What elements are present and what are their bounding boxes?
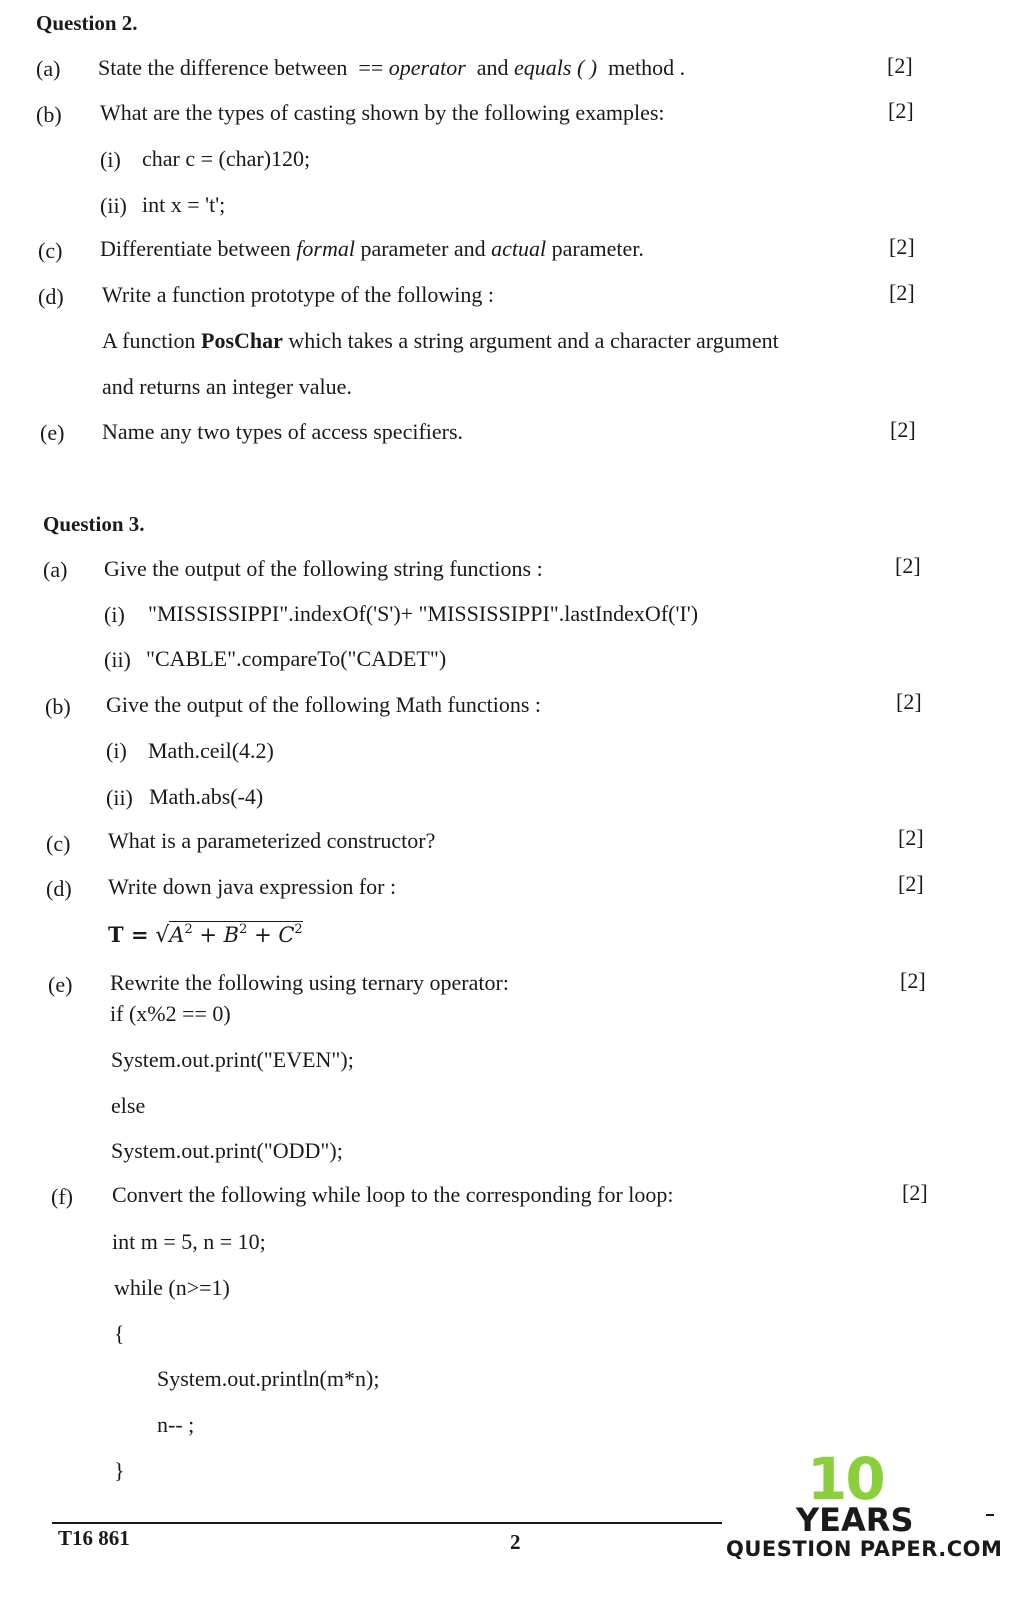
q3f-code-line-6: } xyxy=(114,1458,125,1483)
q3a-i-label: (i) xyxy=(104,602,125,627)
q2b-label: (b) xyxy=(36,102,62,127)
footer-rule xyxy=(52,1522,722,1524)
q2b-text: What are the types of casting shown by the following examples: xyxy=(100,100,665,125)
q2b-ii-label: (ii) xyxy=(100,193,127,218)
q3e-marks: [2] xyxy=(900,968,926,993)
q2c-marks: [2] xyxy=(889,234,915,259)
q3c-marks: [2] xyxy=(898,825,924,850)
q2b-i-text: char c = (char)120; xyxy=(142,146,311,171)
q3c-text: What is a parameterized constructor? xyxy=(108,828,436,853)
q3f-code-line-4: System.out.println(m*n); xyxy=(157,1366,380,1391)
q3a-text: Give the output of the following string functions : xyxy=(104,556,543,581)
q3f-text: Convert the following while loop to the corresponding for loop: xyxy=(112,1182,674,1207)
q2e-label: (e) xyxy=(40,420,65,445)
q3e-code-line-3: else xyxy=(111,1093,146,1118)
q2d-line-2: and returns an integer value. xyxy=(102,374,352,399)
q3e-code-line-4: System.out.print("ODD"); xyxy=(111,1138,343,1163)
q2d-label: (d) xyxy=(38,284,64,309)
q3b-marks: [2] xyxy=(896,689,922,714)
q3e-label: (e) xyxy=(48,972,73,997)
page-number: 2 xyxy=(510,1530,521,1554)
q3b-i-label: (i) xyxy=(106,738,127,763)
q3b-i-text: Math.ceil(4.2) xyxy=(148,738,274,763)
q3e-code-line-1: if (x%2 == 0) xyxy=(110,1001,231,1026)
q2c-text: Differentiate between formal parameter and actual parameter. xyxy=(100,236,644,261)
q2b-marks: [2] xyxy=(888,98,914,123)
q3d-text: Write down java expression for : xyxy=(108,874,397,899)
q2e-text: Name any two types of access specifiers. xyxy=(102,419,464,444)
question-2-title: Question 2. xyxy=(36,11,138,35)
q3f-marks: [2] xyxy=(902,1180,928,1205)
paper-code: T16 861 xyxy=(58,1526,130,1550)
q2d-text: Write a function prototype of the following : xyxy=(102,282,494,307)
q2c-label: (c) xyxy=(38,238,63,263)
logo-site: QUESTION PAPER.COM xyxy=(726,1537,1003,1561)
edge-mark xyxy=(986,1514,994,1516)
q3d-marks: [2] xyxy=(898,871,924,896)
logo-number: 10 xyxy=(807,1445,884,1513)
question-3-title: Question 3. xyxy=(43,512,145,536)
q3a-label: (a) xyxy=(43,557,68,582)
q2e-marks: [2] xyxy=(890,417,916,442)
q3a-ii-text: "CABLE".compareTo("CADET") xyxy=(146,646,447,671)
q3f-code-line-2: while (n>=1) xyxy=(114,1275,230,1300)
q3f-code-line-1: int m = 5, n = 10; xyxy=(112,1229,266,1254)
q3b-text: Give the output of the following Math functions : xyxy=(106,692,542,717)
q3f-code-line-5: n-- ; xyxy=(157,1412,195,1437)
q2a-label: (a) xyxy=(36,56,61,81)
logo-years: YEARS xyxy=(796,1501,914,1539)
q2b-i-label: (i) xyxy=(100,147,121,172)
q2d-line-1: A function PosChar which takes a string argument and a character argument xyxy=(102,328,779,353)
q2d-marks: [2] xyxy=(889,280,915,305)
q3f-code-line-3: { xyxy=(114,1321,125,1346)
q3d-label: (d) xyxy=(46,876,72,901)
q3e-code-line-2: System.out.print("EVEN"); xyxy=(111,1047,354,1072)
q2a-text: State the difference between == operator and equals ( ) method . xyxy=(98,55,686,80)
q3e-text: Rewrite the following using ternary operator: xyxy=(110,970,509,995)
q3b-ii-text: Math.abs(-4) xyxy=(149,784,264,809)
q3c-label: (c) xyxy=(46,831,71,856)
q3f-label: (f) xyxy=(51,1184,73,1209)
q3b-label: (b) xyxy=(45,694,71,719)
q3d-formula: $T = √A^2 + B^2 + C^2$ xyxy=(108,922,303,948)
q3a-ii-label: (ii) xyxy=(104,647,131,672)
q2a-marks: [2] xyxy=(887,53,913,78)
q3a-marks: [2] xyxy=(895,553,921,578)
q3b-ii-label: (ii) xyxy=(106,785,133,810)
q3a-i-text: "MISSISSIPPI".indexOf('S')+ "MISSISSIPPI".lastIndexOf('I') xyxy=(148,601,699,626)
q2b-ii-text: int x = 't'; xyxy=(142,192,226,217)
